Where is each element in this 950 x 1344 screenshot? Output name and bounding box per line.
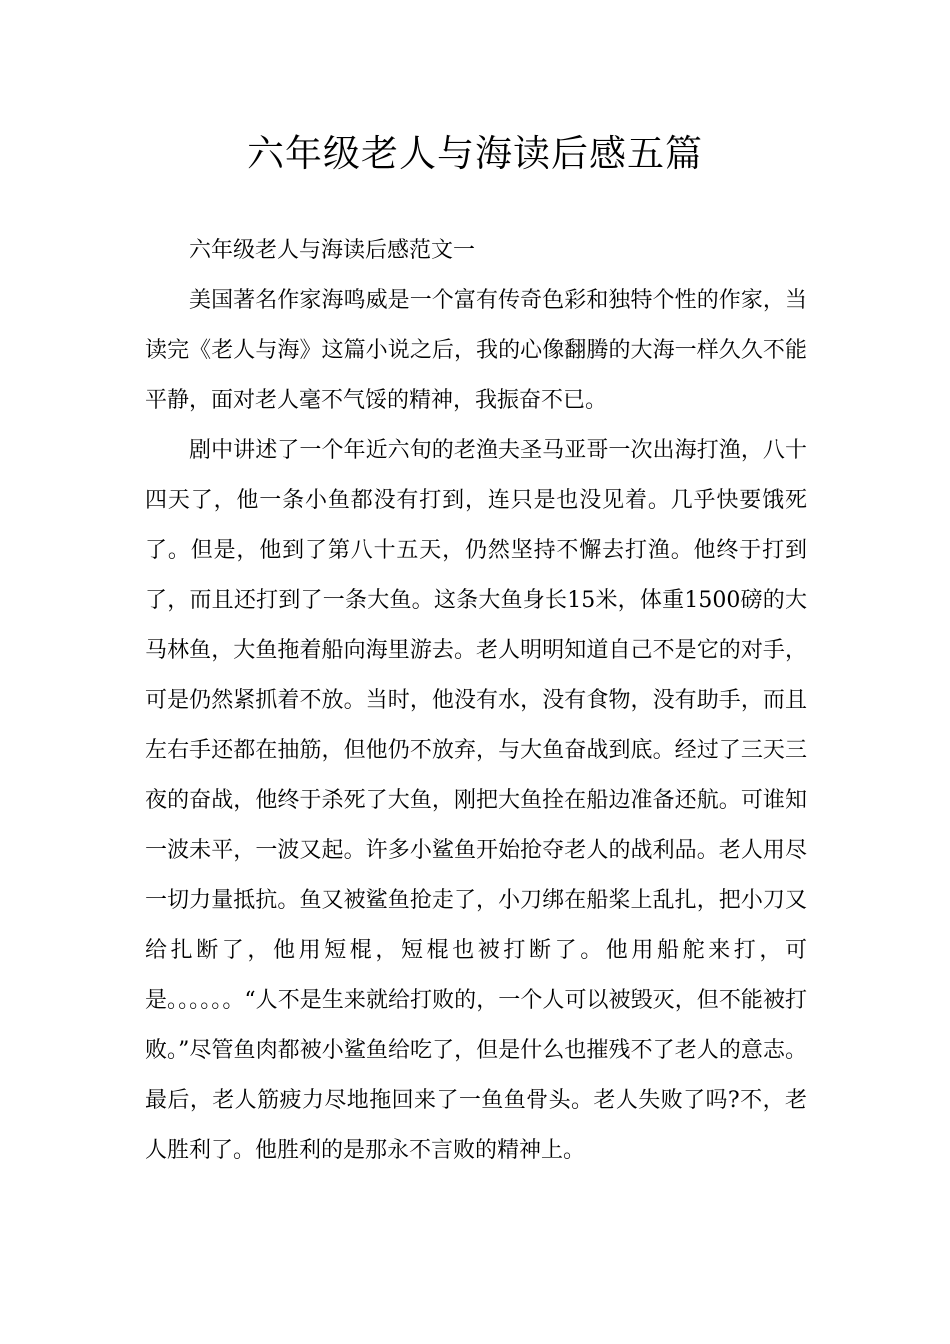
section-heading: 六年级老人与海读后感范文一 — [189, 238, 476, 263]
body-paragraph: 剧中讲述了一个年近六旬的老渔夫圣马亚哥一次出海打渔，八十四天了，他一条小鱼都没有打到，连只是也没见着。几乎快要饿死了。但是，他到了第八十五天，仍然坚持不懈去打渔。他终于打到了，而且还打到了一条大鱼。这条大鱼身长15米，体重1500磅的大马林鱼，大鱼拖着船向海里游去。老人明明知道自己不是它的对手，可是仍然紧抓着不放。当时，他没有水，没有食物，没有助手，而且左右手还都在抽筋，但他仍不放弃，与大鱼奋战到底。经过了三天三夜的奋战，他终于杀死了大鱼，刚把大鱼拴在船边准备还航。可谁知一波未平，一波又起。许多小鲨鱼开始抢夺老人的战利品。老人用尽一切力量抵抗。鱼又被鲨鱼抢走了，小刀绑在船桨上乱扎，把小刀又给扎断了，他用短棍，短棍也被打断了。他用船舵来打，可是。。。。。。“人不是生来就给打败的，一个人可以被毁灭，但不能被打败。”尽管鱼肉都被小鲨鱼给吃了，但是什么也摧残不了老人的意志。最后，老人筋疲力尽地拖回来了一鱼鱼骨头。老人失败了吗?不，老人胜利了。他胜利的是那永不言败的精神上。 — [145, 438, 807, 1163]
document-title: 六年级老人与海读后感五篇 — [247, 132, 703, 175]
body-paragraph: 美国著名作家海鸣威是一个富有传奇色彩和独特个性的作家，当读完《老人与海》这篇小说之后，我的心像翻腾的大海一样久久不能平静，面对老人毫不气馁的精神，我振奋不已。 — [145, 288, 807, 413]
document-body — [145, 226, 807, 1176]
